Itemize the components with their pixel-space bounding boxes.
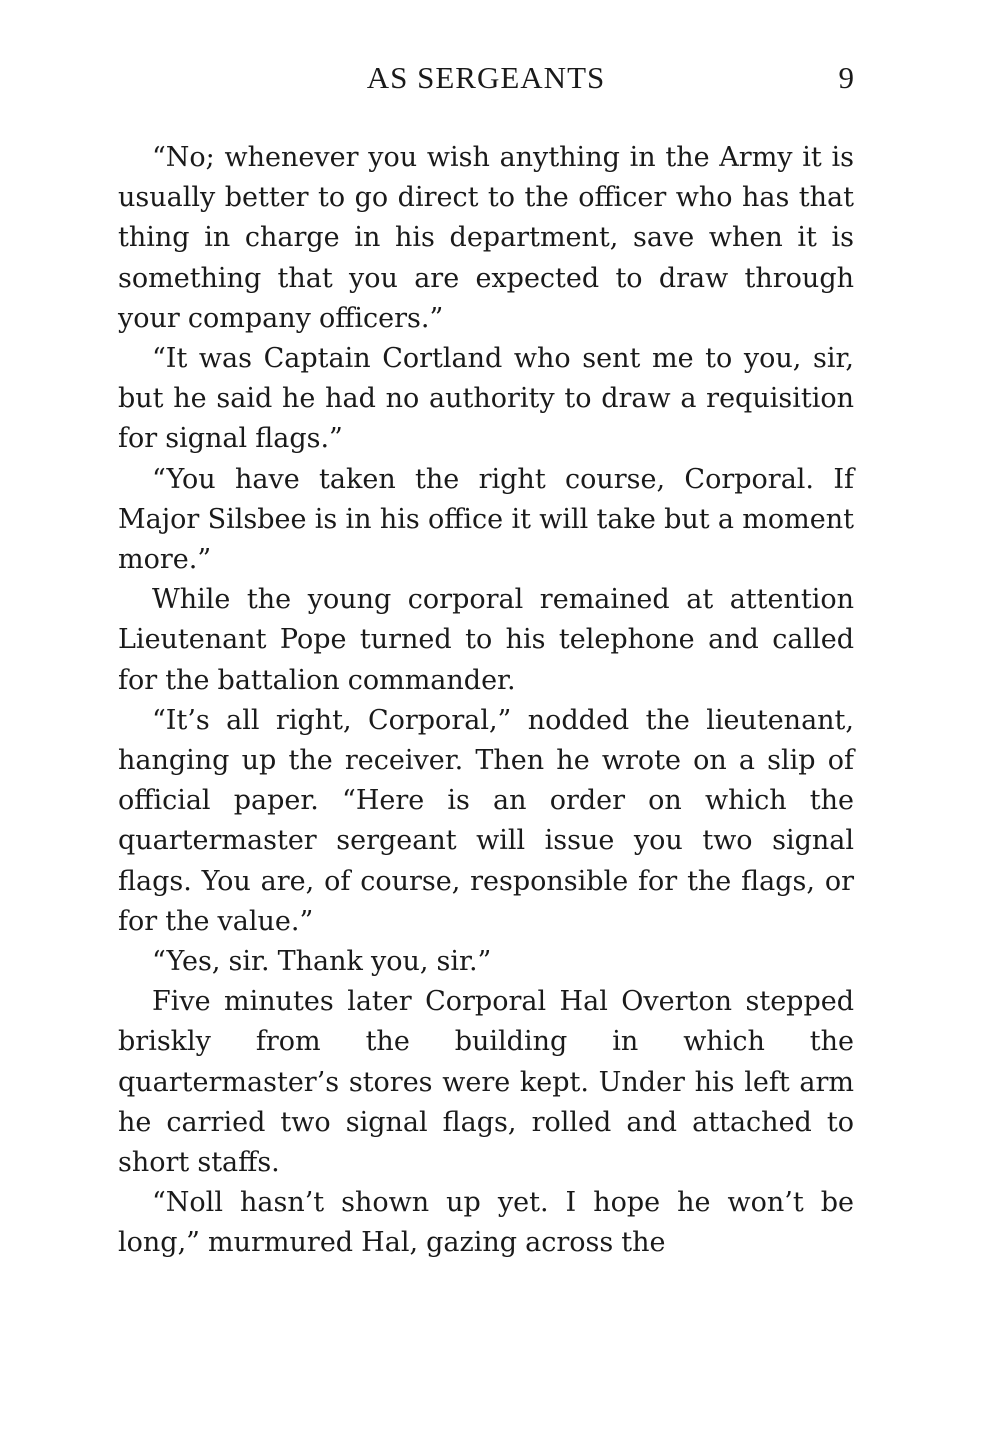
paragraph-5: “It’s all right, Corporal,” nodded the lieutenant, hanging up the receiver. Then he wrote on a slip of official paper. “Here is an order on which the quartermaster sergeant will issue you two signal flags. You are, of course, responsible for the flags, or for the value.” (118, 704, 854, 937)
paragraph-8: “Noll hasn’t shown up yet. I hope he won’t be long,” murmured Hal, gazing across the (118, 1187, 854, 1259)
running-title: AS SERGEANTS (366, 60, 606, 95)
paragraph-2: “It was Captain Cortland who sent me to you, sir, but he said he had no authority to draw a requisition for signal flags.” (118, 343, 854, 455)
page-number: 9 (838, 60, 854, 95)
paragraph-7: Five minutes later Corporal Hal Overton stepped briskly from the building in which the quartermaster’s stores were kept. Under his left arm he carried two signal flags, rolled and attached to short staffs. (118, 986, 854, 1179)
paragraph-3: “You have taken the right course, Corporal. If Major Silsbee is in his office it will take but a moment more.” (118, 463, 854, 576)
body-text (118, 138, 854, 1264)
paragraph-6: “Yes, sir. Thank you, sir.” (152, 946, 492, 978)
running-head (118, 56, 854, 100)
paragraph-4: While the young corporal remained at attention Lieutenant Pope turned to his telephone and called for the battalion commander. (118, 584, 854, 696)
paragraph-1: “No; whenever you wish anything in the Army it is usually better to go direct to the officer who has that thing in charge in his department, save when it is something that you are expected to draw through your company officers.” (118, 142, 854, 334)
